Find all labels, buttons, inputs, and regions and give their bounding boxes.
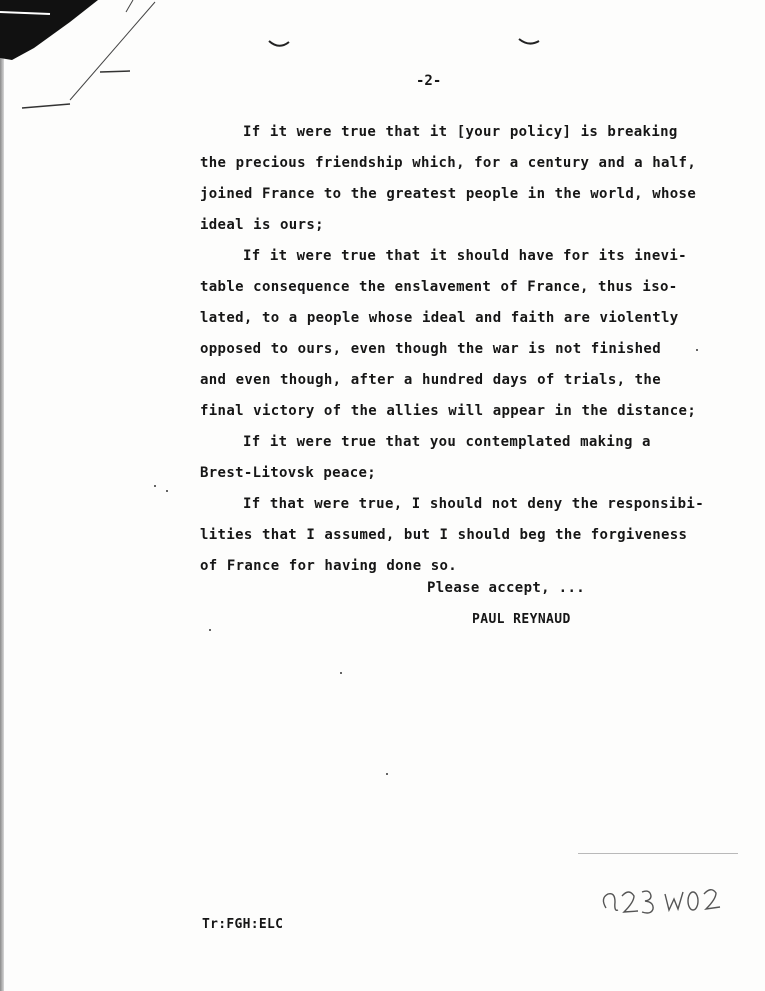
folded-corner-mark — [0, 0, 170, 120]
page-number: -2- — [416, 73, 442, 89]
paragraph-1: If it were true that it [your policy] is breaking the precious friendship which, for a century and a half, joined France to the greatest people in the world, whose ideal is ours; — [200, 124, 697, 233]
scan-speck — [166, 490, 168, 492]
signature-name: PAUL REYNAUD — [472, 612, 571, 627]
handwritten-archive-number — [598, 880, 728, 925]
scan-left-edge — [0, 0, 4, 991]
paragraph-3: If it were true that you contemplated making a Brest-Litovsk peace; — [200, 434, 651, 481]
paragraph-2: If it were true that it should have for its inevi- table consequence the enslavement of France, thus isо- lated, to a people whose ideal and faith are violently opposed to ours, even though the war is not finished and even though, after a hundred days of trials, the final victory of the allies will appear in the distance; — [200, 248, 697, 419]
top-smudge-left — [268, 38, 290, 50]
closing-line: Please accept, ... — [427, 580, 586, 596]
stray-rule — [578, 853, 738, 854]
scan-speck — [386, 773, 388, 775]
scan-speck — [154, 485, 156, 487]
top-smudge-right — [518, 36, 540, 48]
scan-speck — [696, 349, 698, 351]
scan-speck — [209, 629, 211, 631]
paragraph-4: If that were true, I should not deny the responsibi- lities that I assumed, but I should beg the forgiveness of France for having done so. — [200, 496, 704, 574]
reference-initials: Tr:FGH:ELC — [202, 917, 284, 932]
letter-body — [200, 117, 730, 582]
scan-speck — [340, 672, 342, 674]
